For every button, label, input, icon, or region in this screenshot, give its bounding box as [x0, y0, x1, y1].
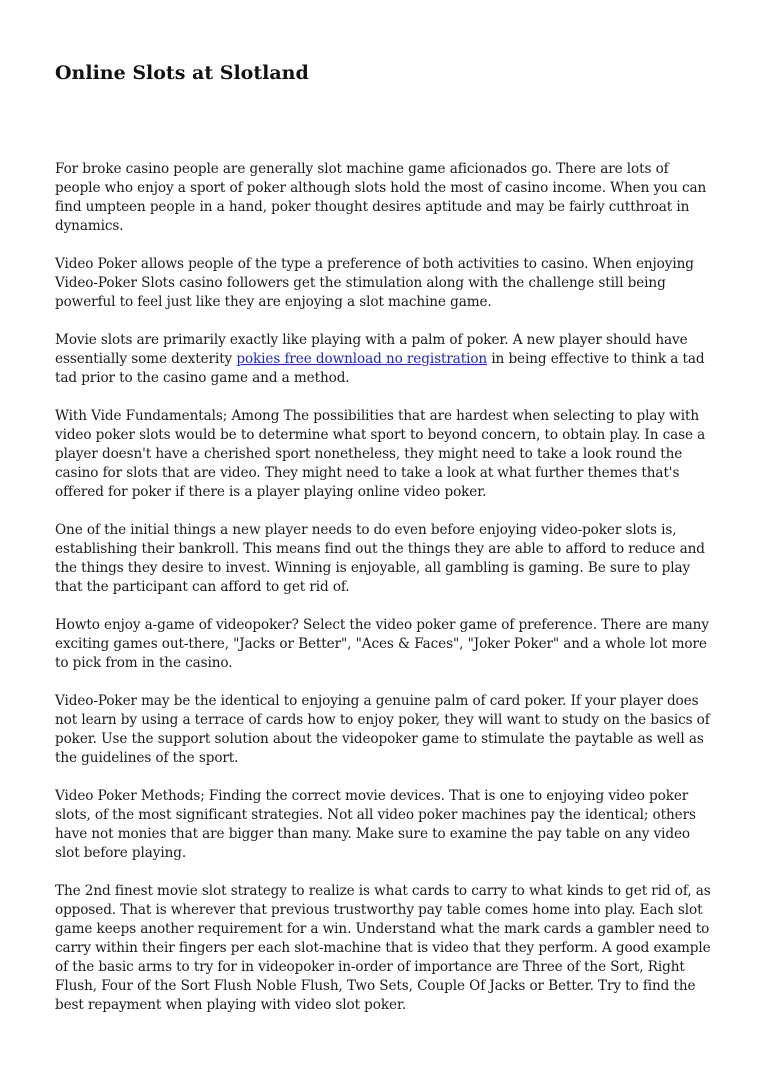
- paragraph-3: [55, 331, 717, 388]
- paragraph-1: For broke casino people are generally slot machine game aficionados go. There are lots of people who enjoy a sport of poker although slots hold the most of casino income. When you can find umpteen people in a hand, poker thought desires aptitude and may be fairly cutthroat in dynamics.: [55, 161, 707, 234]
- paragraph-4: With Vide Fundamentals; Among The possibilities that are hardest when selecting to play with video poker slots would be to determine what sport to beyond concern, to obtain play. In case a player doesn't have a cherished sport nonetheless, they might need to take a look round the casino for slots that are video. They might need to take a look at what further themes that's offered for poker if there is a player playing online video poker.: [55, 408, 706, 500]
- paragraph-7: Video-Poker may be the identical to enjoying a genuine palm of card poker. If your player does not learn by using a terrace of cards how to enjoy poker, they will want to study on the basics of poker. Use the support solution about the videopoker game to stimulate the paytable as well as the guidelines of the sport.: [55, 693, 710, 766]
- paragraph-3-text-end: in being effective to think a tad tad prior to the casino game and a method.: [55, 351, 705, 386]
- paragraph-6: Howto enjoy a-game of videopoker? Select the video poker game of preference. There are many exciting games out-there, "Jacks or Better", "Aces & Faces", "Joker Poker" and a whole lot more to pick from in the casino.: [55, 617, 709, 671]
- pokies-download-link[interactable]: pokies free download no registration: [236, 351, 488, 367]
- paragraph-8: Video Poker Methods; Finding the correct movie devices. That is one to enjoying video poker slots, of the most significant strategies. Not all video poker machines pay the identical; others have not monies that are bigger than many. Make sure to examine the pay table on any video slot before playing.: [55, 788, 696, 861]
- paragraph-5: One of the initial things a new player needs to do even before enjoying video-poker slots is, establishing their bankroll. This means find out the things they are able to afford to reduce and the things they desire to invest. Winning is enjoyable, all gambling is gaming. Be sure to play that the participant can afford to get rid of.: [55, 522, 705, 595]
- article-body: [55, 160, 717, 1034]
- page-title: Online Slots at Slotland: [55, 62, 309, 84]
- paragraph-2: Video Poker allows people of the type a preference of both activities to casino. When enjoying Video-Poker Slots casino followers get the stimulation along with the challenge still being powerful to feel just like they are enjoying a slot machine game.: [55, 256, 694, 310]
- paragraph-9: The 2nd finest movie slot strategy to realize is what cards to carry to what kinds to get rid of, as opposed. That is wherever that previous trustworthy pay table comes home into play. Each slot game keeps another requirement for a win. Understand what the mark cards a gambler need to carry within their fingers per each slot-machine that is video that they perform. A good example of the basic arms to try for in videopoker in-order of importance are Three of the Sort, Right Flush, Four of the Sort Flush Noble Flush, Two Sets, Couple Of Jacks or Better. Try to find the best repayment when playing with video slot poker.: [55, 883, 711, 1013]
- paragraph-3-text-start: Movie slots are primarily exactly like playing with a palm of poker. A new player should have essentially some dexterity: [55, 332, 688, 367]
